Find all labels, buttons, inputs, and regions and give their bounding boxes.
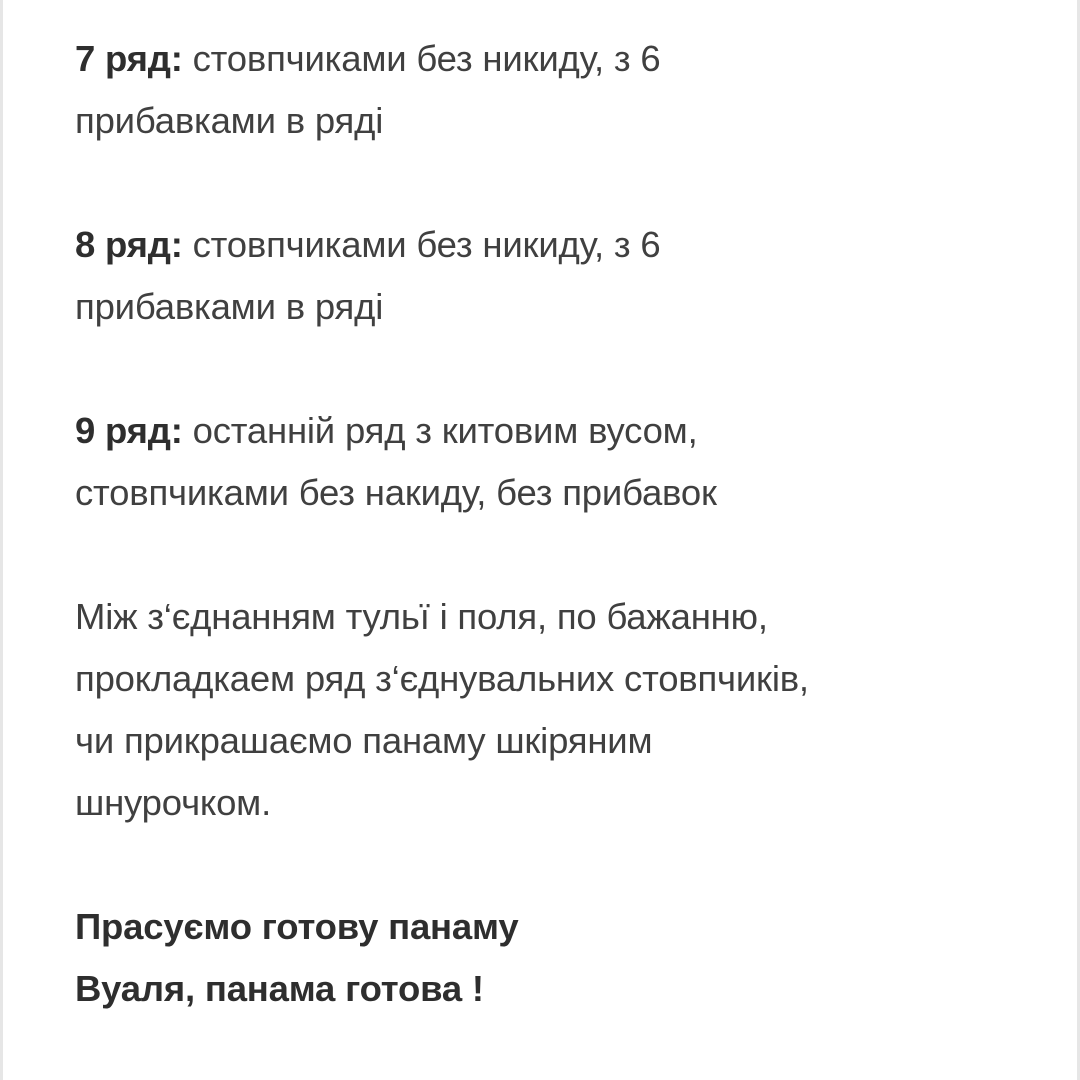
row-9-label: 9 ряд: bbox=[75, 410, 183, 451]
final-line-1: Прасуємо готову панаму bbox=[75, 906, 519, 947]
row-9-line-1 bbox=[75, 400, 1055, 462]
row-8-line-1 bbox=[75, 214, 1055, 276]
final-paragraph bbox=[75, 896, 1055, 1020]
note-line-3: чи прикрашаємо панаму шкіряним bbox=[75, 720, 653, 761]
row-9-line-2: стовпчиками без накиду, без прибавок bbox=[75, 472, 717, 513]
row-8-paragraph bbox=[75, 214, 1055, 338]
note-line-2: прокладкаем ряд з‘єднувальних стовпчиків, bbox=[75, 658, 809, 699]
row-8-text-1: стовпчиками без никиду, з 6 bbox=[182, 224, 661, 265]
row-7-paragraph bbox=[75, 28, 1055, 152]
row-7-label: 7 ряд: bbox=[75, 38, 183, 79]
final-line-2: Вуаля, панама готова ! bbox=[75, 968, 484, 1009]
row-8-line-2: прибавками в ряді bbox=[75, 286, 384, 327]
note-line-1: Між з‘єднанням тульї і поля, по бажанню, bbox=[75, 596, 768, 637]
note-line-4: шнурочком. bbox=[75, 782, 272, 823]
row-8-label: 8 ряд: bbox=[75, 224, 183, 265]
note-paragraph bbox=[75, 586, 1055, 834]
row-7-line-2: прибавками в ряді bbox=[75, 100, 384, 141]
instructions-text bbox=[75, 28, 1055, 1020]
row-7-text-1: стовпчиками без никиду, з 6 bbox=[182, 38, 661, 79]
left-edge-shadow bbox=[0, 0, 3, 1080]
row-9-text-1: останній ряд з китовим вусом, bbox=[182, 410, 698, 451]
row-7-line-1 bbox=[75, 28, 1055, 90]
row-9-paragraph bbox=[75, 400, 1055, 524]
